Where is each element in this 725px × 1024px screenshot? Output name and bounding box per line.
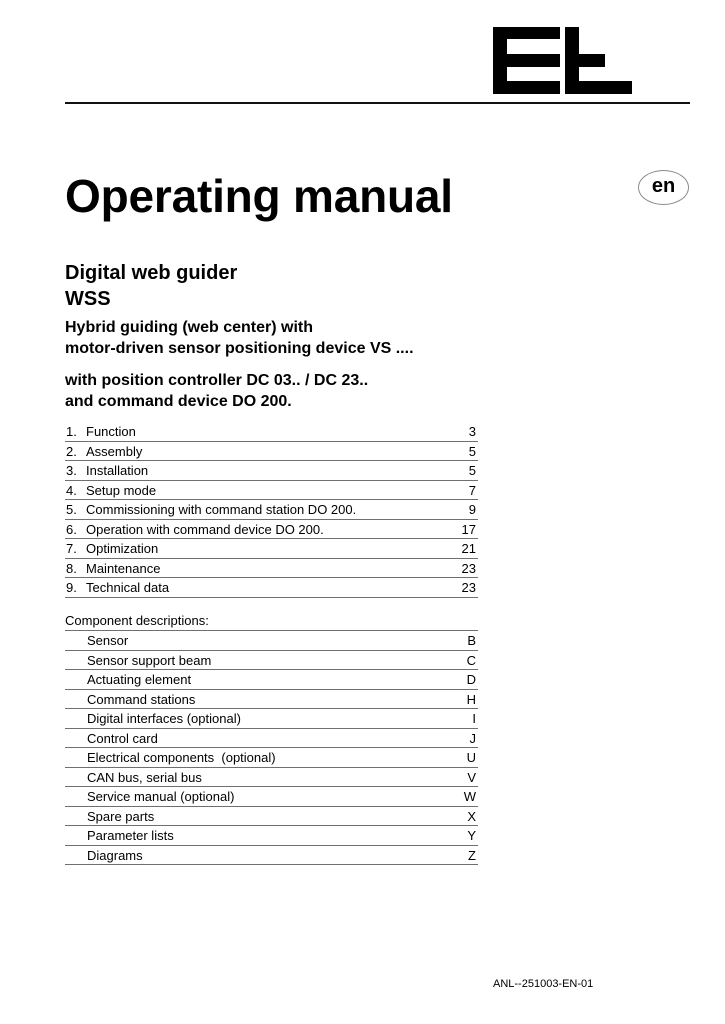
toc-page: 9 xyxy=(468,502,476,517)
toc-number: 5. xyxy=(66,502,77,517)
toc-row[interactable] xyxy=(65,539,478,559)
toc-row[interactable] xyxy=(65,461,478,481)
toc-label: Technical data xyxy=(86,580,170,595)
toc-row[interactable] xyxy=(65,500,478,520)
component-section-letter: I xyxy=(472,711,476,726)
toc-row[interactable] xyxy=(65,442,478,462)
page-title: Operating manual xyxy=(65,170,453,222)
description-line3: with position controller DC 03.. / DC 23.. xyxy=(65,372,369,389)
toc-page: 17 xyxy=(461,521,476,537)
component-section-letter: B xyxy=(467,633,476,648)
toc-number: 1. xyxy=(66,424,77,439)
toc-row[interactable] xyxy=(65,578,478,598)
component-section-letter: V xyxy=(467,769,476,785)
product-description xyxy=(65,317,414,359)
component-label: Spare parts xyxy=(87,808,155,824)
component-label: Sensor support beam xyxy=(87,652,212,668)
toc-number: 7. xyxy=(66,541,77,556)
toc-row[interactable] xyxy=(65,520,478,540)
component-label: Service manual (optional) xyxy=(87,789,235,804)
toc-number: 9. xyxy=(66,580,77,595)
toc-row[interactable] xyxy=(65,559,478,579)
component-section-letter: W xyxy=(463,789,476,804)
component-section-letter: Z xyxy=(468,847,476,863)
toc-label: Installation xyxy=(86,463,149,478)
toc-page: 23 xyxy=(461,580,476,595)
component-row[interactable] xyxy=(65,748,478,768)
header-divider xyxy=(65,102,690,104)
component-label: Command stations xyxy=(87,691,196,707)
component-label: Electrical components (optional) xyxy=(87,750,276,765)
toc-number: 4. xyxy=(66,482,77,498)
toc-page: 5 xyxy=(468,443,476,459)
component-row[interactable] xyxy=(65,631,478,651)
component-row[interactable] xyxy=(65,768,478,788)
component-list xyxy=(65,630,478,865)
toc-page: 3 xyxy=(468,424,476,439)
component-row[interactable] xyxy=(65,651,478,671)
toc-label: Assembly xyxy=(86,443,143,459)
component-section-letter: J xyxy=(469,730,476,746)
component-label: Sensor xyxy=(87,633,129,648)
component-row[interactable] xyxy=(65,690,478,710)
toc-page: 21 xyxy=(461,541,476,556)
component-label: Diagrams xyxy=(87,847,143,863)
toc-row[interactable] xyxy=(65,481,478,501)
toc-label: Commissioning with command station DO 200. xyxy=(86,502,357,517)
description-line4: and command device DO 200. xyxy=(65,393,292,410)
description-line1: Hybrid guiding (web center) with xyxy=(65,319,313,336)
component-row[interactable] xyxy=(65,787,478,807)
product-title-line2: WSS xyxy=(65,288,111,310)
document-code: ANL--251003-EN-01 xyxy=(493,978,594,990)
component-row[interactable] xyxy=(65,826,478,846)
component-section-letter: Y xyxy=(467,828,476,843)
component-label: CAN bus, serial bus xyxy=(87,769,202,785)
component-row[interactable] xyxy=(65,670,478,690)
toc-label: Maintenance xyxy=(86,560,161,576)
component-section-letter: U xyxy=(466,750,476,765)
component-section-letter: C xyxy=(466,652,476,668)
component-row[interactable] xyxy=(65,729,478,749)
toc-number: 6. xyxy=(66,521,77,537)
components-heading: Component descriptions: xyxy=(65,613,209,628)
product-title-line1: Digital web guider xyxy=(65,262,238,284)
toc-label: Function xyxy=(86,424,136,439)
component-row[interactable] xyxy=(65,709,478,729)
language-badge: en xyxy=(638,170,689,205)
component-label: Control card xyxy=(87,730,158,746)
product-configuration xyxy=(65,370,368,412)
company-logo-icon xyxy=(493,27,633,94)
component-label: Parameter lists xyxy=(87,828,174,843)
component-section-letter: X xyxy=(467,808,476,824)
toc-number: 8. xyxy=(66,560,77,576)
component-section-letter: D xyxy=(466,672,476,687)
component-label: Actuating element xyxy=(87,672,192,687)
product-title xyxy=(65,260,237,312)
toc-page: 23 xyxy=(461,560,476,576)
toc-page: 7 xyxy=(468,482,476,498)
component-row[interactable] xyxy=(65,846,478,866)
description-line2: motor-driven sensor positioning device VS .... xyxy=(65,340,414,357)
toc-label: Operation with command device DO 200. xyxy=(86,521,324,537)
component-row[interactable] xyxy=(65,807,478,827)
toc-page: 5 xyxy=(468,463,476,478)
toc-label: Setup mode xyxy=(86,482,157,498)
toc-label: Optimization xyxy=(86,541,159,556)
table-of-contents xyxy=(65,422,478,598)
toc-row[interactable] xyxy=(65,422,478,442)
toc-number: 2. xyxy=(66,443,77,459)
component-label: Digital interfaces (optional) xyxy=(87,711,241,726)
component-section-letter: H xyxy=(466,691,476,707)
toc-number: 3. xyxy=(66,463,77,478)
